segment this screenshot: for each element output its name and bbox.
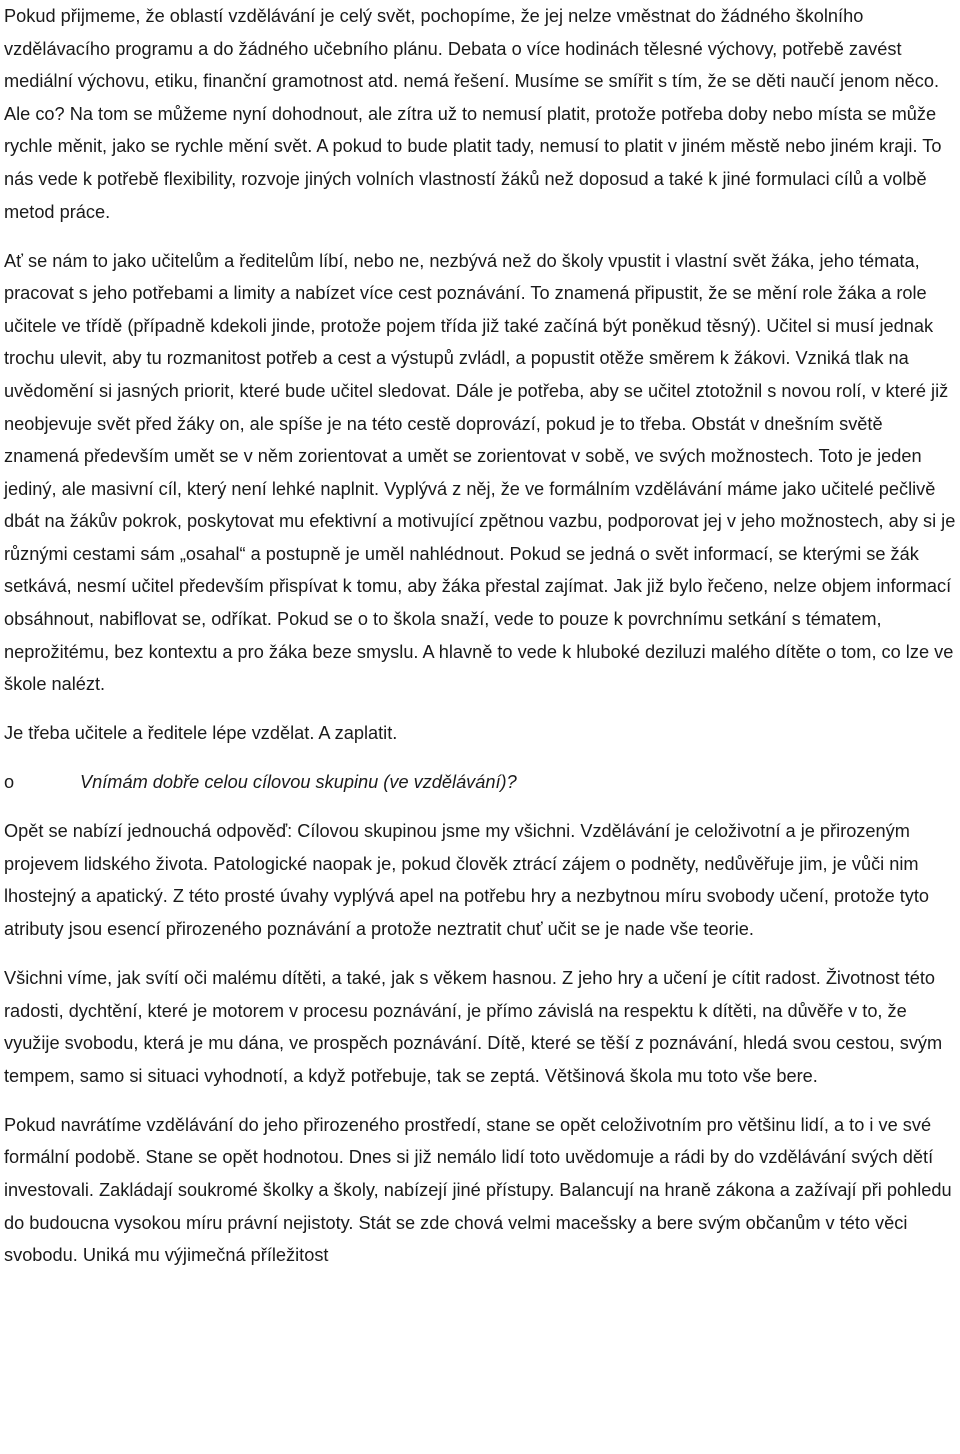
bullet-question-text: Vnímám dobře celou cílovou skupinu (ve vzdělávání)?: [80, 772, 517, 793]
paragraph-4: Opět se nabízí jednouchá odpověď: Cílovou skupinou jsme my všichni. Vzdělávání je celoživotní a je přirozeným projevem lidského života. Patologické naopak je, pokud člověk ztrácí zájem o podněty, nedůvěřuje jim, je vůči nim lhostejný a apatický. Z této prosté úvahy vyplývá apel na potřebu hry a nezbytnou míru svobody učení, protože tyto atributy jsou esencí přirozeného poznávání a protože neztratit chuť učit se je nade vše teorie.: [4, 821, 930, 939]
bullet-marker: o: [4, 772, 15, 793]
document-page: [4, 0, 956, 1272]
paragraph-6: Pokud navrátíme vzdělávání do jeho přirozeného prostředí, stane se opět celoživotním pro většinu lidí, a to i ve své formální podobě. Stane se opět hodnotou. Dnes si již nemálo lidí toto uvědomuje a rádi by do vzdělávání svých dětí investovali. Zakládají soukromé školky a školy, nabízejí jiné přístupy. Balancují na hraně zákona a zažívají při pohledu do budoucna vysokou míru právní nejistoty. Stát se zde chová velmi macešsky a bere svým občanům v této věci svobodu. Uniká mu výjimečná příležitost: [4, 1114, 952, 1266]
paragraph-2: Ať se nám to jako učitelům a ředitelům líbí, nebo ne, nezbývá než do školy vpustit i vlastní svět žáka, jeho témata, pracovat s jeho potřebami a limity a nabízet více cest poznávání. To znamená připustit, že se mění role žáka a role učitele ve třídě (případně kdekoli jinde, protože pojem třída již také začíná být poněkud těsný). Učitel si musí jednak trochu ulevit, aby tu rozmanitost potřeb a cest a výstupů zvládl, a popustit otěže směrem k žákovi. Vzniká tlak na uvědomění si jasných priorit, které bude učitel sledovat. Dále je potřeba, aby se učitel ztotožnil s novou rolí, v které již neobjevuje svět před žáky on, ale spíše je na této cestě doprovází, pokud je to třeba. Obstát v dnešním světě znamená především umět se v něm zorientovat a umět se zorientovat v sobě, ve svých možnostech. Toto je jeden jediný, ale masivní cíl, který není lehké naplnit. Vyplývá z něj, že ve formálním vzdělávání máme jako učitelé pečlivě dbát na žákův pokrok, poskytovat mu efektivní a motivující zpětnou vazbu, podporovat jej v jeho možnostech, aby si je různými cestami sám „osahal“ a postupně je uměl nahlédnout. Pokud se jedná o svět informací, se kterými se žák setkává, nesmí učitel především přispívat k tomu, aby žáka přestal zajímat. Jak již bylo řečeno, nelze objem informací obsáhnout, nabiflovat se, odříkat. Pokud se o to škola snaží, vede to pouze k povrchnímu setkání s tématem, neprožitému, bez kontextu a pro žáka beze smyslu. A hlavně to vede k hluboké deziluzi malého dítěte o tom, co lze ve škole nalézt.: [4, 250, 956, 695]
paragraph-1: Pokud přijmeme, že oblastí vzdělávání je celý svět, pochopíme, že jej nelze vměstnat do žádného školního vzdělávacího programu a do žádného učebního plánu. Debata o více hodinách tělesné výchovy, potřebě zavést mediální výchovu, etiku, finanční gramotnost atd. nemá řešení. Musíme se smířit s tím, že se děti naučí jenom něco. Ale co? Na tom se můžeme nyní dohodnout, ale zítra už to nemusí platit, protože potřeba doby nebo místa se může rychle měnit, jako se rychle mění svět. A pokud to bude platit tady, nemusí to platit v jiném městě nebo jiném kraji. To nás vede k potřebě flexibility, rozvoje jiných volních vlastností žáků než doposud a také k jiné formulaci cílů a volbě metod práce.: [4, 6, 942, 222]
bullet-question: [4, 766, 956, 799]
paragraph-3: Je třeba učitele a ředitele lépe vzdělat. A zaplatit.: [4, 723, 398, 744]
paragraph-5: Všichni víme, jak svítí oči malému dítěti, a také, jak s věkem hasnou. Z jeho hry a učení je cítit radost. Životnost této radosti, dychtění, které je motorem v procesu poznávání, je přímo závislá na respektu k dítěti, na důvěře v to, že využije svobodu, která je mu dána, ve prospěch poznávání. Dítě, které se těší z poznávání, hledá svou cestou, svým tempem, samo si situaci vyhodnotí, a když potřebuje, tak se zeptá. Většinová škola mu toto vše bere.: [4, 967, 943, 1086]
